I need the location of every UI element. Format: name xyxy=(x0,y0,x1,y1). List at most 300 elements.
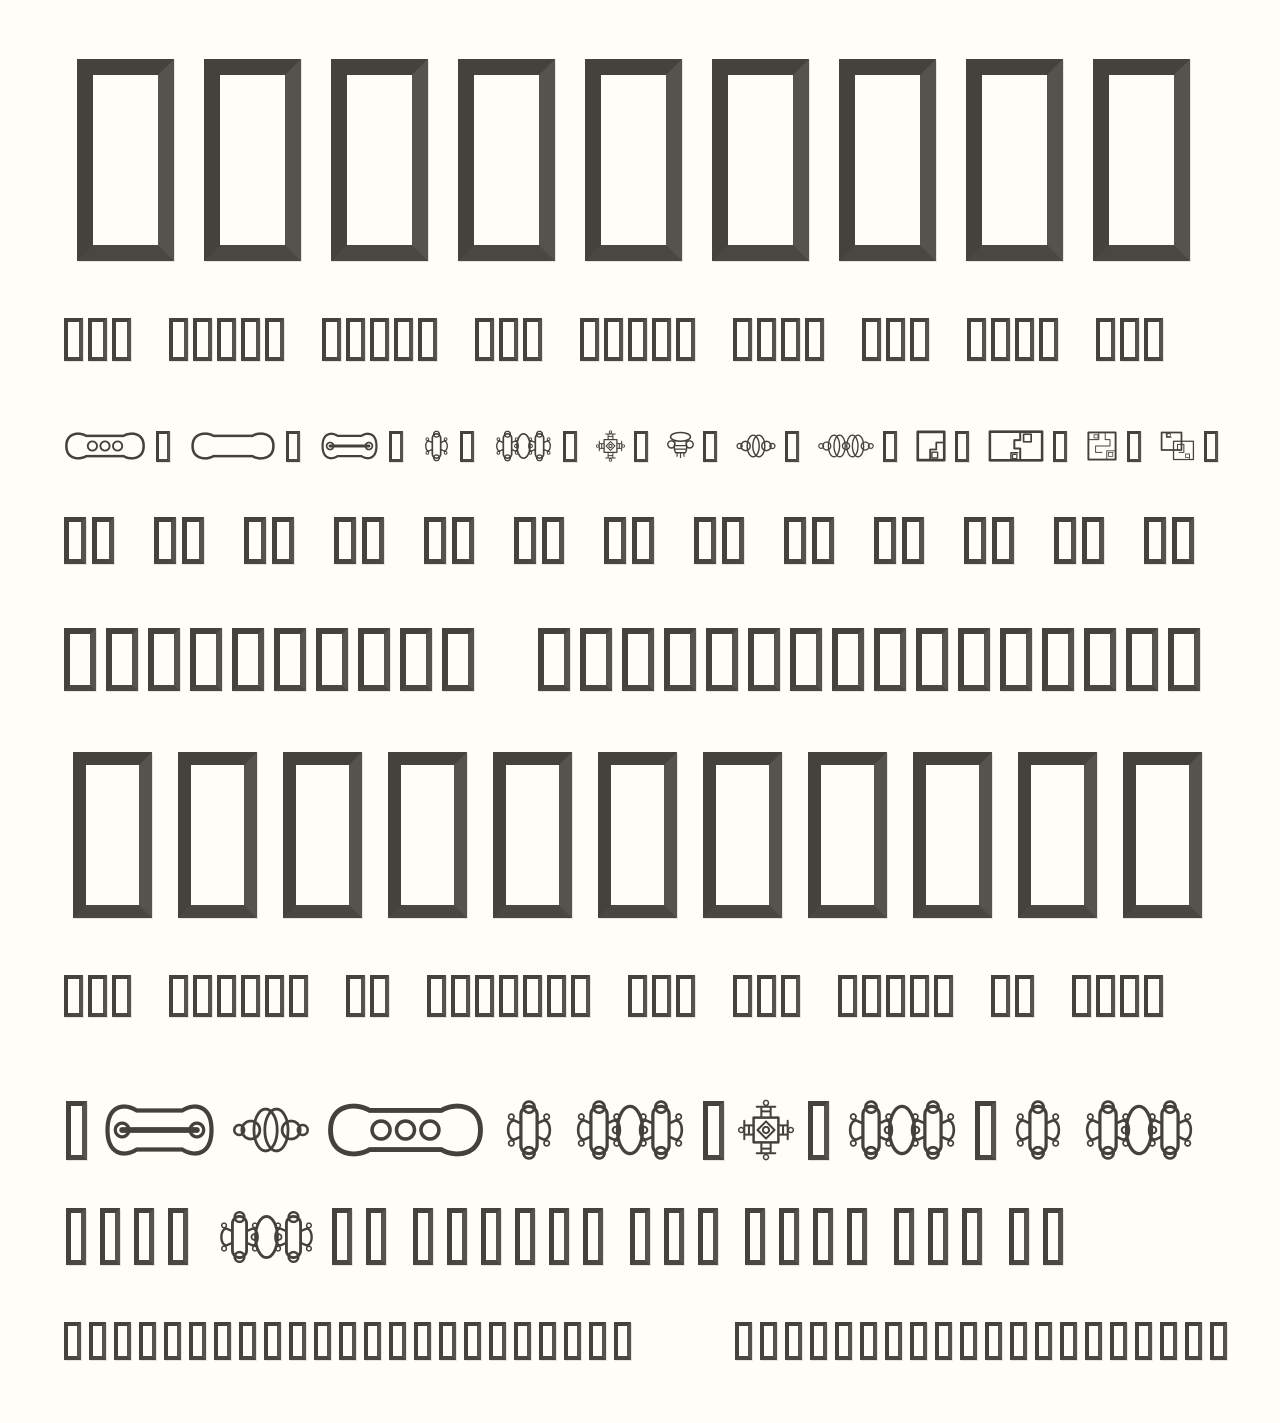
notdef-box xyxy=(73,752,152,918)
notdef-box xyxy=(630,1208,650,1265)
notdef-box xyxy=(706,628,738,691)
notdef-box xyxy=(614,1322,631,1360)
notdef-box xyxy=(190,628,222,691)
notdef-box xyxy=(214,1322,231,1360)
glyph-word xyxy=(694,517,744,564)
notdef-box xyxy=(388,752,467,918)
notdef-box xyxy=(515,1208,535,1265)
notdef-box xyxy=(514,517,536,564)
glyph-word xyxy=(424,517,474,564)
notdef-box xyxy=(790,628,822,691)
glyph-word xyxy=(874,517,924,564)
notdef-box xyxy=(1060,1322,1077,1360)
notdef-box xyxy=(580,628,612,691)
notdef-box xyxy=(334,517,356,564)
notdef-box xyxy=(64,975,83,1017)
notdef-box xyxy=(1096,318,1115,361)
notdef-box xyxy=(241,975,260,1017)
notdef-box xyxy=(64,628,96,691)
glyph-word xyxy=(63,430,170,462)
notdef-box xyxy=(1000,628,1032,691)
notdef-box xyxy=(1168,628,1200,691)
glyph-word xyxy=(319,430,403,462)
notdef-box xyxy=(427,975,446,1017)
bone-circles-ornament-icon xyxy=(324,1099,487,1161)
notdef-box xyxy=(571,975,590,1017)
notdef-box xyxy=(481,1208,501,1265)
glyph-word xyxy=(169,975,308,1017)
notdef-box xyxy=(331,59,428,261)
glyph-word xyxy=(189,430,300,462)
notdef-box xyxy=(475,318,494,361)
notdef-box xyxy=(916,628,948,691)
notdef-box xyxy=(164,1322,181,1360)
notdef-box xyxy=(66,1101,87,1160)
notdef-box xyxy=(389,431,403,462)
notdef-box xyxy=(1082,517,1104,564)
notdef-box xyxy=(832,628,864,691)
glyph-word xyxy=(733,318,824,361)
glyph-word xyxy=(73,752,1202,918)
notdef-box xyxy=(64,318,83,361)
notdef-box xyxy=(781,318,800,361)
notdef-box xyxy=(366,1208,386,1265)
notdef-box xyxy=(413,1208,433,1265)
specimen-line-alphabet-pairs-ornaments xyxy=(63,426,1218,466)
notdef-box xyxy=(1185,1322,1202,1360)
notdef-box xyxy=(77,59,174,261)
notdef-box xyxy=(992,517,1014,564)
notdef-box xyxy=(810,1322,827,1360)
notdef-box xyxy=(1123,752,1202,918)
bone-bar-ornament-icon xyxy=(319,430,380,462)
notdef-box xyxy=(493,752,572,918)
glyph-word xyxy=(667,430,717,462)
notdef-box xyxy=(1015,975,1034,1017)
notdef-box xyxy=(1010,1322,1027,1360)
notdef-box xyxy=(910,1322,927,1360)
notdef-box xyxy=(193,975,212,1017)
glyph-word xyxy=(916,430,969,462)
notdef-box xyxy=(88,318,107,361)
notdef-box xyxy=(1127,431,1141,462)
specimen-line-footer-row xyxy=(64,1322,1227,1360)
glyph-word xyxy=(964,517,1014,564)
notdef-box xyxy=(112,318,131,361)
glyph-word xyxy=(413,1208,603,1265)
notdef-box xyxy=(182,517,204,564)
glyph-word xyxy=(967,318,1058,361)
notdef-box xyxy=(148,628,180,691)
notdef-box xyxy=(874,628,906,691)
notdef-box xyxy=(523,975,542,1017)
notdef-box xyxy=(874,517,896,564)
notdef-box xyxy=(88,975,107,1017)
glyph-word xyxy=(66,1099,1198,1161)
notdef-box xyxy=(1144,517,1166,564)
glyph-word xyxy=(818,430,897,462)
notdef-box xyxy=(847,1208,867,1265)
notdef-box xyxy=(664,628,696,691)
notdef-box xyxy=(442,628,474,691)
notdef-box xyxy=(322,318,341,361)
notdef-box xyxy=(549,1208,569,1265)
notdef-box xyxy=(862,975,881,1017)
glyph-word xyxy=(1144,517,1194,564)
notdef-box xyxy=(139,1322,156,1360)
glyph-word xyxy=(1160,430,1218,462)
glyph-word xyxy=(784,517,834,564)
glyph-word xyxy=(493,430,577,462)
notdef-box xyxy=(1042,628,1074,691)
notdef-box xyxy=(910,318,929,361)
glyph-word xyxy=(66,1208,188,1265)
notdef-box xyxy=(156,431,170,462)
notdef-box xyxy=(241,318,260,361)
notdef-box xyxy=(585,59,682,261)
notdef-box xyxy=(265,318,284,361)
notdef-box xyxy=(862,318,881,361)
glyph-word xyxy=(1086,430,1141,462)
notdef-box xyxy=(64,1322,81,1360)
notdef-box xyxy=(475,975,494,1017)
vase-ornament-icon xyxy=(667,430,694,462)
notdef-box xyxy=(634,431,648,462)
notdef-box xyxy=(676,975,695,1017)
notdef-box xyxy=(928,1208,948,1265)
notdef-box xyxy=(1096,975,1115,1017)
notdef-box xyxy=(1126,628,1158,691)
notdef-box xyxy=(902,517,924,564)
notdef-box xyxy=(784,517,806,564)
notdef-box xyxy=(414,1322,431,1360)
notdef-box xyxy=(332,1208,352,1265)
notdef-box xyxy=(1144,318,1163,361)
notdef-box xyxy=(935,1322,952,1360)
notdef-box xyxy=(112,975,131,1017)
beads-ornament-icon xyxy=(232,1099,310,1161)
glyph-word xyxy=(604,517,654,564)
notdef-box xyxy=(975,1101,996,1160)
notdef-box xyxy=(458,59,555,261)
notdef-box xyxy=(1035,1322,1052,1360)
notdef-box xyxy=(722,517,744,564)
glyph-word xyxy=(988,430,1067,462)
notdef-box xyxy=(839,59,936,261)
glyph-word xyxy=(596,430,648,462)
cross-ornament-icon xyxy=(1010,1099,1066,1161)
notdef-box xyxy=(1043,1208,1063,1265)
glyph-word xyxy=(733,975,800,1017)
notdef-box xyxy=(955,431,969,462)
notdef-box xyxy=(808,1101,829,1160)
notdef-box xyxy=(244,517,266,564)
glyph-word xyxy=(991,975,1034,1017)
notdef-box xyxy=(364,1322,381,1360)
notdef-box xyxy=(1204,431,1218,462)
notdef-box xyxy=(168,1208,188,1265)
notdef-box xyxy=(813,1208,833,1265)
glyph-word xyxy=(154,517,204,564)
glyph-word xyxy=(64,628,474,691)
glyph-word xyxy=(64,517,114,564)
cross-ellipse-ornament-icon xyxy=(493,430,554,462)
notdef-box xyxy=(362,517,384,564)
notdef-box xyxy=(622,628,654,691)
notdef-box xyxy=(499,975,518,1017)
fret-meander-ornament-icon xyxy=(1086,430,1118,462)
cross-ellipse-ornament-icon xyxy=(843,1099,961,1161)
notdef-box xyxy=(358,628,390,691)
notdef-box xyxy=(539,1322,556,1360)
glyph-word xyxy=(215,1208,386,1265)
glyph-word xyxy=(422,430,474,462)
notdef-box xyxy=(346,318,365,361)
notdef-box xyxy=(967,318,986,361)
notdef-box xyxy=(204,59,301,261)
notdef-box xyxy=(154,517,176,564)
notdef-box xyxy=(757,975,776,1017)
notdef-box xyxy=(934,975,953,1017)
bone-bar-ornament-icon xyxy=(101,1099,218,1161)
glyph-word xyxy=(346,975,389,1017)
notdef-box xyxy=(664,1208,684,1265)
notdef-box xyxy=(389,1322,406,1360)
notdef-box xyxy=(217,975,236,1017)
notdef-box xyxy=(703,431,717,462)
notdef-box xyxy=(628,318,647,361)
glyph-word xyxy=(475,318,542,361)
notdef-box xyxy=(785,1322,802,1360)
notdef-box xyxy=(604,517,626,564)
notdef-box xyxy=(370,975,389,1017)
notdef-box xyxy=(499,318,518,361)
beads-ornament-icon xyxy=(736,430,776,462)
glyph-word xyxy=(322,318,437,361)
notdef-box xyxy=(283,752,362,918)
notdef-box xyxy=(424,517,446,564)
notdef-box xyxy=(274,628,306,691)
medallion-ornament-icon xyxy=(738,1099,794,1161)
notdef-box xyxy=(272,517,294,564)
glyph-word xyxy=(1009,1208,1063,1265)
notdef-box xyxy=(860,1322,877,1360)
notdef-box xyxy=(114,1322,131,1360)
glyph-word xyxy=(1072,975,1163,1017)
glyph-word xyxy=(244,517,294,564)
notdef-box xyxy=(489,1322,506,1360)
glyph-word xyxy=(838,975,953,1017)
notdef-box xyxy=(193,318,212,361)
notdef-box xyxy=(785,431,799,462)
notdef-box xyxy=(563,431,577,462)
notdef-box xyxy=(189,1322,206,1360)
bone-ornament-icon xyxy=(189,430,277,462)
notdef-box xyxy=(958,628,990,691)
notdef-box xyxy=(589,1322,606,1360)
notdef-box xyxy=(339,1322,356,1360)
notdef-box xyxy=(781,975,800,1017)
notdef-box xyxy=(910,975,929,1017)
notdef-box xyxy=(286,431,300,462)
glyph-word xyxy=(736,430,799,462)
specimen-line-alphabet-pairs-boxes xyxy=(64,517,1194,564)
notdef-box xyxy=(346,975,365,1017)
notdef-box xyxy=(265,975,284,1017)
notdef-box xyxy=(733,318,752,361)
notdef-box xyxy=(1072,975,1091,1017)
notdef-box xyxy=(812,517,834,564)
notdef-box xyxy=(835,1322,852,1360)
notdef-box xyxy=(632,517,654,564)
notdef-box xyxy=(100,1208,120,1265)
notdef-box xyxy=(464,1322,481,1360)
glyph-word xyxy=(64,1322,631,1360)
specimen-line-numerals-and-symbols xyxy=(64,628,1200,691)
notdef-box xyxy=(703,1101,724,1160)
notdef-box xyxy=(316,628,348,691)
notdef-box xyxy=(1054,517,1076,564)
notdef-box xyxy=(745,1208,765,1265)
notdef-box xyxy=(886,318,905,361)
notdef-box xyxy=(757,318,776,361)
notdef-box xyxy=(66,1208,86,1265)
notdef-box xyxy=(460,431,474,462)
notdef-box xyxy=(178,752,257,918)
glyph-word xyxy=(1054,517,1104,564)
glyph-word xyxy=(862,318,929,361)
notdef-box xyxy=(733,975,752,1017)
notdef-box xyxy=(1144,975,1163,1017)
notdef-box xyxy=(894,1208,914,1265)
glyph-word xyxy=(64,975,131,1017)
notdef-box xyxy=(1120,975,1139,1017)
notdef-box xyxy=(264,1322,281,1360)
notdef-box xyxy=(106,628,138,691)
notdef-box xyxy=(583,1208,603,1265)
notdef-box xyxy=(991,975,1010,1017)
glyph-word xyxy=(514,517,564,564)
notdef-box xyxy=(805,318,824,361)
glyph-word xyxy=(1096,318,1163,361)
glyph-word xyxy=(894,1208,982,1265)
specimen-line-sample-text-row-2 xyxy=(64,975,1163,1017)
notdef-box xyxy=(1039,318,1058,361)
notdef-box xyxy=(514,1322,531,1360)
notdef-box xyxy=(1018,752,1097,918)
notdef-box xyxy=(564,1322,581,1360)
notdef-box xyxy=(89,1322,106,1360)
cross-ellipse-ornament-icon xyxy=(215,1210,318,1264)
fret-square-ornament-icon xyxy=(916,430,946,462)
notdef-box xyxy=(547,975,566,1017)
notdef-box xyxy=(838,975,857,1017)
notdef-box xyxy=(418,318,437,361)
notdef-box xyxy=(598,752,677,918)
notdef-box xyxy=(447,1208,467,1265)
notdef-box xyxy=(1093,59,1190,261)
notdef-box xyxy=(1120,318,1139,361)
cross-ellipse-ornament-icon xyxy=(1080,1099,1198,1161)
notdef-box xyxy=(883,431,897,462)
notdef-box xyxy=(712,59,809,261)
glyph-word xyxy=(580,318,695,361)
notdef-box xyxy=(676,318,695,361)
notdef-box xyxy=(452,517,474,564)
specimen-line-sample-text-row-1 xyxy=(64,318,1163,361)
notdef-box xyxy=(400,628,432,691)
notdef-box xyxy=(370,318,389,361)
notdef-box xyxy=(1160,1322,1177,1360)
notdef-box xyxy=(652,975,671,1017)
notdef-box xyxy=(628,975,647,1017)
notdef-box xyxy=(289,1322,306,1360)
notdef-box xyxy=(960,1322,977,1360)
specimen-line-display-row-2 xyxy=(73,752,1202,918)
beads-wide-ornament-icon xyxy=(818,430,874,462)
notdef-box xyxy=(1135,1322,1152,1360)
cross-ornament-icon xyxy=(501,1099,557,1161)
glyph-word xyxy=(630,1208,718,1265)
medallion-ornament-icon xyxy=(596,430,625,462)
notdef-box xyxy=(735,1322,752,1360)
notdef-box xyxy=(652,318,671,361)
notdef-box xyxy=(1085,1322,1102,1360)
notdef-box xyxy=(239,1322,256,1360)
glyph-word xyxy=(745,1208,867,1265)
notdef-box xyxy=(760,1322,777,1360)
notdef-box xyxy=(886,975,905,1017)
cross-ellipse-ornament-icon xyxy=(571,1099,689,1161)
notdef-box xyxy=(217,318,236,361)
notdef-box xyxy=(913,752,992,918)
notdef-box xyxy=(64,517,86,564)
bone-circles-ornament-icon xyxy=(63,430,147,462)
notdef-box xyxy=(1110,1322,1127,1360)
notdef-box xyxy=(985,1322,1002,1360)
notdef-box xyxy=(964,517,986,564)
glyph-word xyxy=(169,318,284,361)
notdef-box xyxy=(966,59,1063,261)
notdef-box xyxy=(439,1322,456,1360)
notdef-box xyxy=(538,628,570,691)
glyph-word xyxy=(334,517,384,564)
notdef-box xyxy=(92,517,114,564)
notdef-box xyxy=(1172,517,1194,564)
cross-ornament-icon xyxy=(422,430,451,462)
notdef-box xyxy=(991,318,1010,361)
notdef-box xyxy=(1009,1208,1029,1265)
glyph-word xyxy=(628,975,695,1017)
notdef-box xyxy=(134,1208,154,1265)
notdef-box xyxy=(779,1208,799,1265)
notdef-box xyxy=(808,752,887,918)
notdef-box xyxy=(698,1208,718,1265)
notdef-box xyxy=(962,1208,982,1265)
fret-wide-ornament-icon xyxy=(988,430,1044,462)
notdef-box xyxy=(169,318,188,361)
notdef-box xyxy=(523,318,542,361)
glyph-word xyxy=(735,1322,1227,1360)
glyph-word xyxy=(427,975,590,1017)
fret-double-ornament-icon xyxy=(1160,430,1195,462)
notdef-box xyxy=(748,628,780,691)
notdef-box xyxy=(232,628,264,691)
notdef-box xyxy=(1210,1322,1227,1360)
notdef-box xyxy=(394,318,413,361)
notdef-box xyxy=(1084,628,1116,691)
glyph-word xyxy=(538,628,1200,691)
